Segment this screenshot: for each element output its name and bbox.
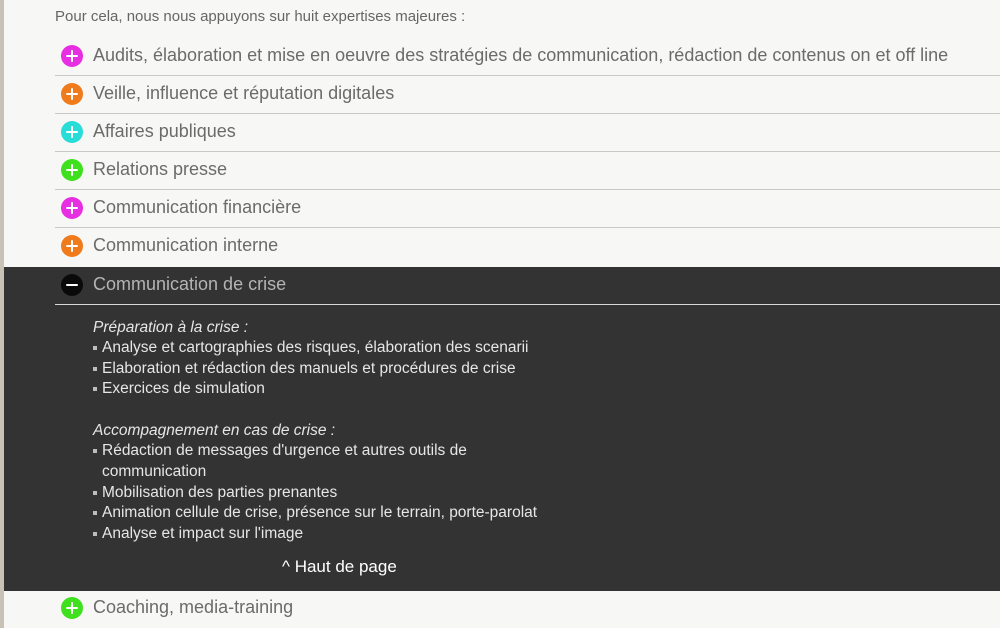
- section-heading: Accompagnement en cas de crise :: [93, 422, 336, 440]
- accordion-item-coaching[interactable]: [55, 591, 1000, 628]
- list-item: Analyse et cartographies des risques, élaboration des scenarii: [93, 338, 613, 359]
- plus-icon: [61, 197, 83, 219]
- accordion-item-veille[interactable]: [55, 77, 1000, 114]
- accordion-item-communication-interne[interactable]: [55, 229, 1000, 266]
- bullet-list: [93, 338, 613, 400]
- list-item: Exercices de simulation: [93, 379, 613, 400]
- back-to-top-link[interactable]: ^ Haut de page: [282, 557, 397, 576]
- plus-icon: [61, 83, 83, 105]
- accordion-item-relations-presse[interactable]: [55, 153, 1000, 190]
- list-item: Elaboration et rédaction des manuels et procédures de crise: [93, 359, 613, 380]
- list-item: Rédaction de messages d'urgence et autres outils de communication: [93, 441, 493, 482]
- accordion-label: Relations presse: [93, 159, 228, 179]
- accordion-label: Communication financière: [93, 197, 302, 217]
- accordion-label: Audits, élaboration et mise en oeuvre des stratégies de communication, rédaction de contenus on et off line: [93, 45, 949, 65]
- accordion-label: Affaires publiques: [93, 121, 236, 141]
- accordion-item-communication-financiere[interactable]: [55, 191, 1000, 228]
- accordion-item-audits[interactable]: [55, 39, 1000, 76]
- plus-icon: [61, 597, 83, 619]
- list-item: Mobilisation des parties prenantes: [93, 483, 493, 504]
- accordion-item-affaires-publiques[interactable]: [55, 115, 1000, 152]
- panel-content: [93, 317, 613, 545]
- accordion-item-communication-de-crise[interactable]: [55, 267, 1000, 305]
- plus-icon: [61, 45, 83, 67]
- accordion-panel-crise: [4, 267, 1000, 591]
- section-heading: Préparation à la crise :: [93, 319, 249, 336]
- minus-icon: [61, 274, 83, 296]
- intro-text: Pour cela, nous nous appuyons sur huit expertises majeures :: [55, 8, 466, 25]
- list-item: Animation cellule de crise, présence sur le terrain, porte-parolat: [93, 503, 493, 524]
- bullet-list: [93, 441, 538, 545]
- accordion-label: Coaching, media-training: [93, 597, 294, 617]
- accordion-label: Communication de crise: [93, 274, 287, 294]
- plus-icon: [61, 121, 83, 143]
- plus-icon: [61, 235, 83, 257]
- accordion-label: Communication interne: [93, 235, 279, 255]
- plus-icon: [61, 159, 83, 181]
- list-item: Analyse et impact sur l'image: [93, 524, 493, 545]
- accordion-label: Veille, influence et réputation digitales: [93, 83, 395, 103]
